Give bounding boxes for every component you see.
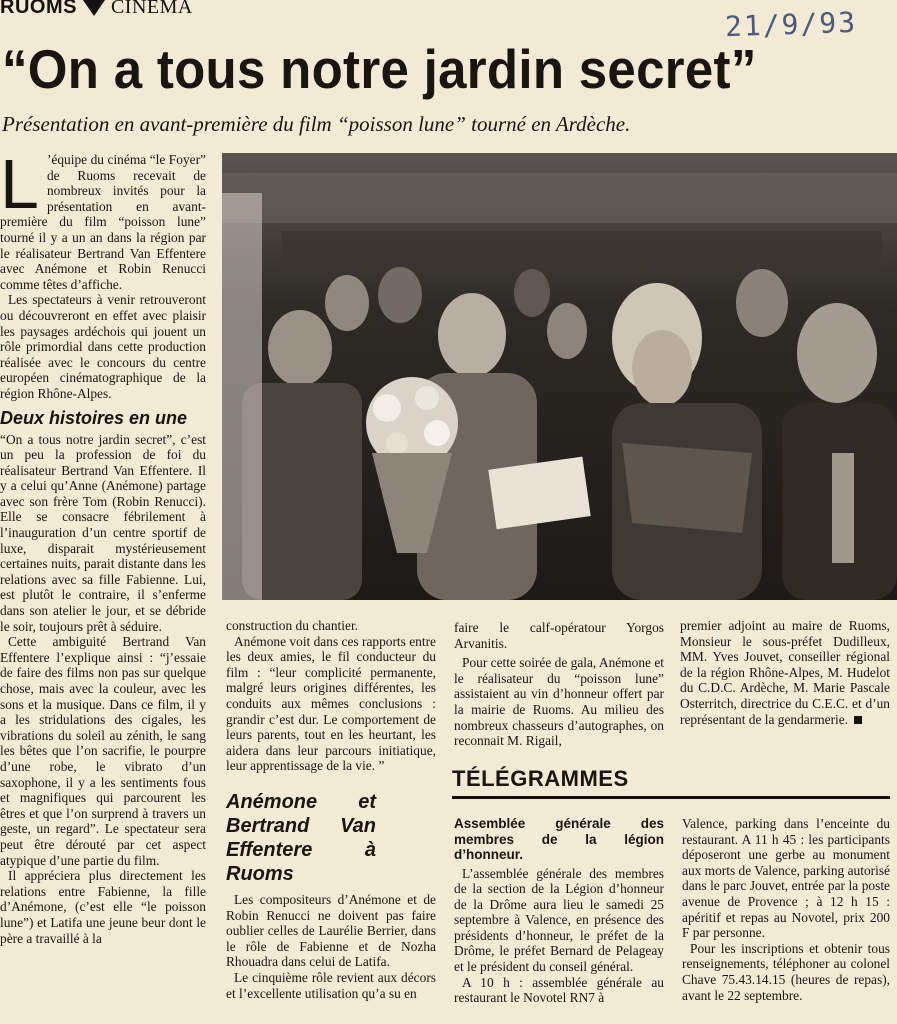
paragraph: Les compositeurs d’Anémone et de Robin Renucci ne doivent pas faire oublier celles de Laurélie Berrier, dans le rôle de Fabienne et de Nozha Rhouadra dans celui de Latifa. — [226, 891, 436, 970]
kicker-section: CINEMA — [110, 0, 193, 18]
paragraph: A 10 h : assemblée générale au restaurant le Novotel RN7 à — [454, 974, 664, 1006]
section-kicker — [0, 0, 193, 19]
paragraph: L’assemblée générale des membres de la section de la Légion d’honneur de la Drôme aura lieu le samedi 25 septembre à Valence, en présence des présidents d’honneur, le préfet de la Drôme, le préfet Bernard de Pelageay et le président du conseil général. — [454, 865, 664, 975]
paragraph: Pour les inscriptions et obtenir tous renseignements, téléphoner au colonel Chave 75.43.14.15 (heures de repas), avant le 22 septembre. — [682, 940, 890, 1003]
drop-cap: L — [0, 145, 39, 223]
column-2 — [226, 618, 436, 1001]
column-3 — [454, 620, 664, 749]
photo-illustration — [222, 153, 897, 600]
headline: “On a tous notre jardin secret” — [2, 38, 757, 100]
paragraph: Le cinquième rôle revient aux décors et l’excellente utilisation qu’a su en — [226, 969, 436, 1001]
paragraph: construction du chantier. — [226, 618, 359, 633]
interhead-anemone: Anémone et Bertrand Van Effentere à Ruoms — [226, 790, 376, 885]
paragraph: Il appréciera plus directement les relations entre Fabienne, la fille d’Anémone, (c’est elle “le poisson lune”) et Latifa une jeune beur dont le père a travaillé à la — [0, 868, 206, 946]
lead-paragraph: ’équipe du cinéma “le Foyer” de Ruoms recevait de nombreux invités pour la présentation en avant-première du film “poisson lune” tourné il y a un an dans la région par le réalisateur Bertrand Van Effentere avec Anémone et Robin Renucci comme têtes d’affiche. — [0, 152, 206, 292]
end-mark-icon — [854, 716, 862, 724]
telegrammes-right — [682, 816, 890, 1003]
paragraph: Les spectateurs à venir retrouveront ou découvreront en effet avec plaisir les paysages ardéchois qui jouent un rôle primordial dans cette production réalisée avec le concours du centre européen cinématographique de la région Rhône-Alpes. — [0, 292, 206, 401]
triangle-icon — [83, 0, 105, 16]
event-photo — [222, 153, 897, 600]
telegrammes-title: TÉLÉGRAMMES — [452, 766, 629, 791]
paragraph: “On a tous notre jardin secret”, c’est un peu la profession de foi du réalisateur Bertrand Van Effentere. Il y a celui qu’Anne (Anémone) partage avec son frère Tom (Robin Renucci). Elle se consacre fébrilement à l’inauguration d’un centre sportif de luxe, disparait mystérieusement certaines nuits, parait distante dans les relations avec sa fille Fabienne. Lui, est plutôt le contraire, il s’enferme dans son atelier le jour, et se débride le soir, toujours prêt à séduire. — [0, 431, 206, 634]
telegrammes-rule — [452, 796, 890, 799]
subheadline: Présentation en avant-première du film “poisson lune” tourné en Ardèche. — [2, 112, 631, 136]
column-1 — [0, 145, 206, 946]
paragraph: Cette ambiguité Bertrand Van Effentere l’explique ainsi : “j’essaie de faire des films non pas sur quelque chose, mais avec la couleur, avec les sons et la musique. Dans ce film, il y a les stridulations des cigales, les vibrations du soleil au zénith, le sang les bêtes que l’on sacrifie, le pourpre d’une robe, le vibrato d’un saxophone, il y a les sentiments fous et magnifiques qui parcourent les êtres et que l’on surprend à travers un geste, un regard”. Le spectateur sera peut être dérouté par cet aspect atypique d’une partie du film. — [0, 634, 206, 868]
telegramme-headline: Assemblée générale des membres de la légion d’honneur. — [454, 816, 664, 862]
column-4 — [680, 618, 890, 727]
paragraph — [680, 618, 890, 727]
paragraph: Pour cette soirée de gala, Anémone et le réalisateur du “poisson lune” assistaient au vin d’honneur offert par la mairie de Ruoms. Au milieu des nombreux chasseurs d’autographes, on reconnait M. Rigail, — [454, 655, 664, 749]
handwritten-date: 21/9/93 — [724, 5, 858, 44]
telegrammes-left — [454, 816, 664, 1006]
paragraph: Anémone voit dans ces rapports entre les deux amies, le fil conducteur du film : “leur complicité permanente, malgré leurs origines différentes, les conduits aux mêmes conclusions : grandir c’est dur. Le comportement de leurs parents, tout en les heurtant, les aidera dans leur parcours initiatique, leur apprentissage de la vie. ” — [226, 633, 436, 774]
paragraph-text: premier adjoint au maire de Ruoms, Monsieur le sous-préfet Dudilleux, MM. Yves Jouvet, conseiller régional de la région Rhône-Alpes, M. Hudelot du C.D.C. Ardèche, M. Marie Pascale Osterritch, directrice du C.E.C. et d’un représentant de la gendarmerie. — [680, 618, 890, 727]
interhead-deux-histoires: Deux histoires en une — [0, 407, 188, 428]
kicker-town: RUOMS — [0, 0, 77, 18]
paragraph: Valence, parking dans l’enceinte du restaurant. A 11 h 45 : les participants déposeront une gerbe au monument aux morts de Valence, parking autorisé dans le parc Jouvet, entrée par la poste avenue de Provence ; à 12 h 15 : apéritif et repas au Novotel, prix 200 F par personne. — [682, 816, 890, 941]
paragraph: faire le calf-opératour Yorgos Arvanitis. — [454, 620, 664, 651]
